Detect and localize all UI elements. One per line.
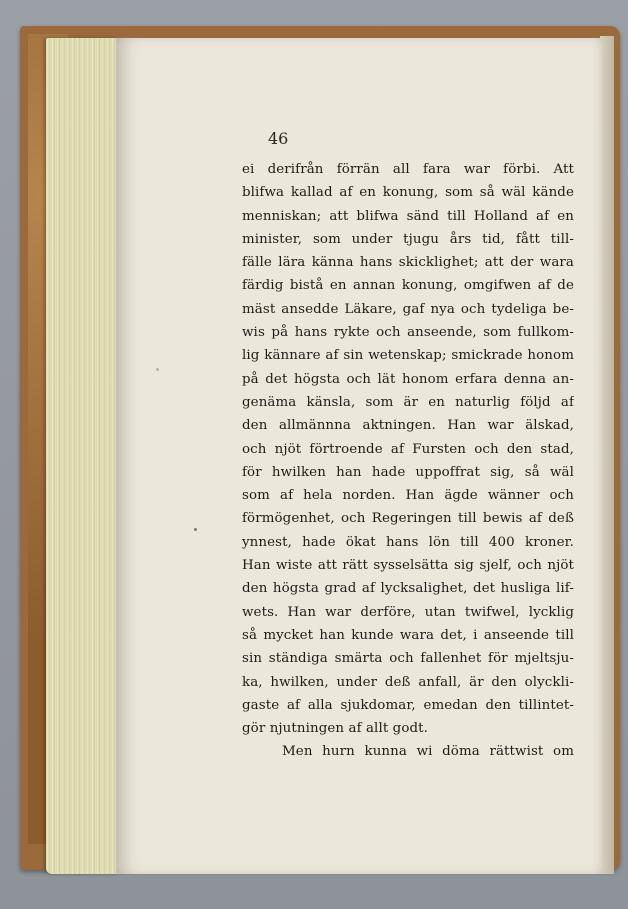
page-block-edges xyxy=(46,38,118,874)
text-line: wets. Han war derföre, utan twifwel, lycklig xyxy=(242,604,574,620)
text-line: Han wiste att rätt sysselsätta sig sjelf, och njöt xyxy=(242,558,574,574)
text-line: gör njutningen af allt godt. xyxy=(242,721,429,737)
text-line: lig kännare af sin wetenskap; smickrade honom xyxy=(242,348,574,364)
text-line: ynnest, hade ökat hans lön till 400 kroner. xyxy=(242,534,574,550)
page-number: 46 xyxy=(268,129,289,148)
text-line: minister, som under tjugu års tid, fått till- xyxy=(242,231,574,247)
text-line: för hwilken han hade uppoffrat sig, så wäl xyxy=(242,464,574,480)
text-line: wis på hans rykte och anseende, som fullkom- xyxy=(242,325,574,341)
body-text xyxy=(242,158,574,764)
text-line: Men hurn kunna wi döma rättwist om xyxy=(282,744,574,760)
text-line: mäst ansedde Läkare, gaf nya och tydeliga be- xyxy=(242,301,574,317)
text-line: så mycket han kunde wara det, i anseende till xyxy=(242,627,574,643)
text-line: förmögenhet, och Regeringen till bewis af deß xyxy=(242,511,574,527)
text-line: menniskan; att blifwa sänd till Holland af en xyxy=(242,208,574,224)
text-line: blifwa kallad af en konung, som så wäl kände xyxy=(242,185,574,201)
text-line: ka, hwilken, under deß anfall, är den olyckli- xyxy=(242,674,574,690)
text-line: genäma känsla, som är en naturlig följd af xyxy=(242,394,574,410)
text-line: på det högsta och lät honom erfara denna an- xyxy=(242,371,574,387)
text-line: färdig bistå en annan konung, omgifwen af de xyxy=(242,278,574,294)
text-line: och njöt förtroende af Fursten och den stad, xyxy=(242,441,574,457)
facing-page-edge xyxy=(600,36,614,874)
paper-speck xyxy=(194,528,197,531)
text-line: sin ständiga smärta och fallenhet för mjeltsju- xyxy=(242,651,574,667)
text-line: den högsta grad af lycksalighet, det husliga lif- xyxy=(242,581,574,597)
text-line: fälle lära känna hans skicklighet; att der wara xyxy=(242,255,574,271)
text-line: gaste af alla sjukdomar, emedan den tillintet- xyxy=(242,697,574,713)
paper-speck xyxy=(156,368,159,371)
text-line: som af hela norden. Han ägde wänner och xyxy=(242,488,574,504)
text-line: ei derifrån förrän all fara war förbi. Att xyxy=(242,162,574,177)
text-line: den allmännna aktningen. Han war älskad, xyxy=(242,418,574,434)
